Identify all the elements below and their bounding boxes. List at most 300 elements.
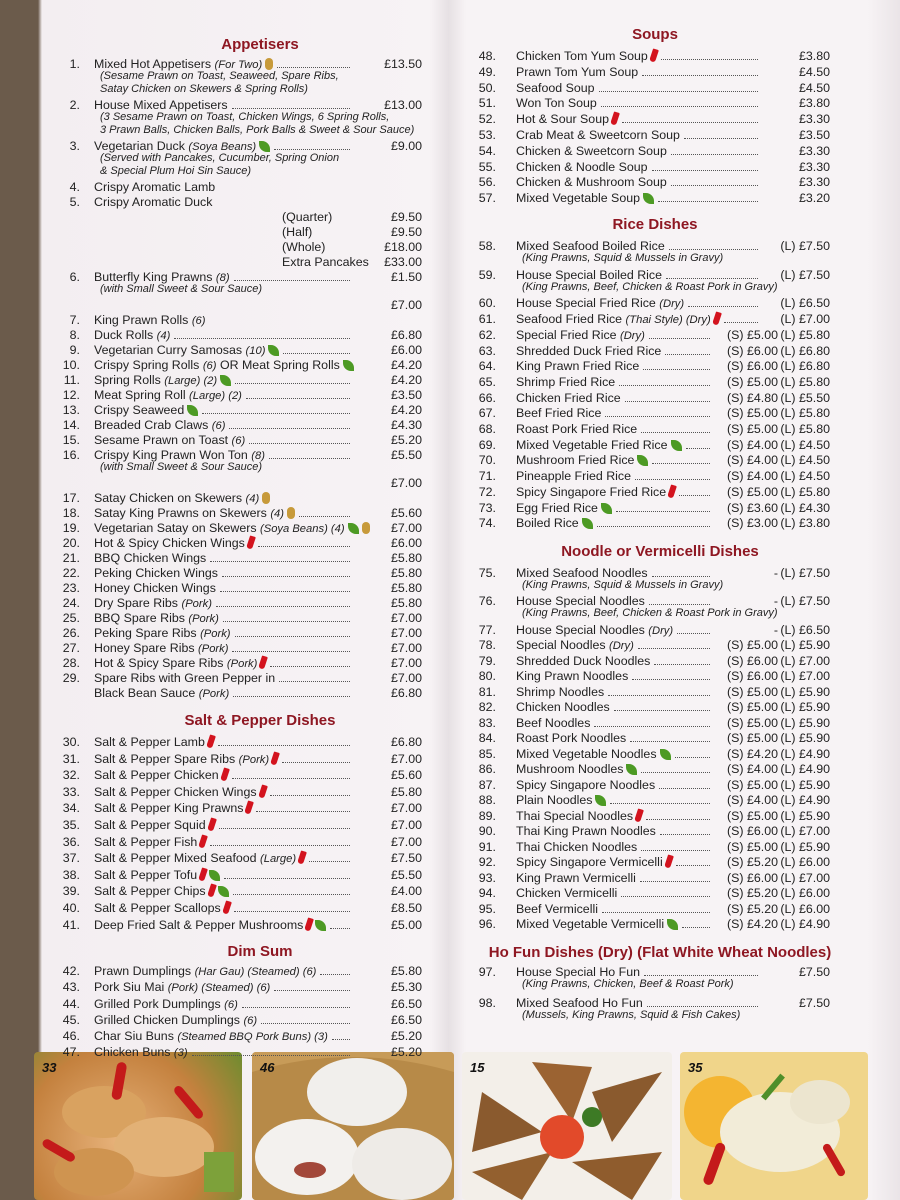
item-number: 10. <box>62 358 80 372</box>
item-note: (Soya Beans) <box>188 141 257 153</box>
menu-item <box>44 1012 422 1028</box>
leader-dots <box>283 353 350 354</box>
item-name <box>94 850 305 867</box>
menu-item <box>44 655 422 671</box>
item-number: 98. <box>478 995 496 1010</box>
leader-dots <box>332 1039 350 1040</box>
menu-item <box>460 80 830 96</box>
item-price: (L) £6.50 <box>780 622 830 637</box>
item-number: 73. <box>478 500 496 515</box>
item-name <box>516 174 667 190</box>
item-label: King Prawn Fried Rice <box>516 359 640 374</box>
item-note: (Thai Style) (Dry) <box>625 314 711 327</box>
leader-dots <box>222 576 350 577</box>
item-note: (6) <box>191 315 206 327</box>
item-name <box>516 452 648 468</box>
item-number: 80. <box>478 669 496 684</box>
item-label: King Prawn Noodles <box>516 669 629 684</box>
menu-item <box>460 95 830 111</box>
item-number: 67. <box>478 406 496 421</box>
chili-icon <box>245 801 255 815</box>
item-name <box>516 48 657 64</box>
menu-item <box>44 784 422 800</box>
item-number: 3. <box>69 139 80 153</box>
menu-item <box>460 885 830 901</box>
item-number: 72. <box>478 484 496 499</box>
photo-label: 46 <box>260 1060 275 1075</box>
item-number: 91. <box>478 839 496 854</box>
item-label: Plain Noodles <box>516 793 593 808</box>
leader-dots <box>660 834 710 835</box>
item-number: 26. <box>62 626 80 640</box>
item-number: 96. <box>478 917 496 932</box>
item-number: 8. <box>69 328 80 342</box>
portion-label: (Whole) <box>282 240 326 254</box>
item-label: Breaded Crab Claws <box>94 418 209 432</box>
item-price-small: (S) £5.00 <box>727 700 778 715</box>
item-price: (L) £5.50 <box>780 390 830 405</box>
leader-dots <box>223 621 350 622</box>
menu-item <box>460 808 830 824</box>
leader-dots <box>274 990 350 991</box>
item-price: (L) £5.80 <box>780 422 830 436</box>
leader-dots <box>647 1006 758 1007</box>
leader-dots <box>594 726 710 727</box>
item-price: (L) £5.80 <box>780 374 830 389</box>
leader-dots <box>652 463 710 464</box>
leader-dots <box>232 108 350 109</box>
item-price: £4.50 <box>798 64 830 79</box>
menu-item <box>460 311 830 327</box>
item-price: £5.00 <box>390 917 422 932</box>
leader-dots <box>638 648 710 649</box>
item-number: 19. <box>62 521 80 535</box>
item-price: (L) £5.80 <box>780 406 830 421</box>
item-number: 38. <box>62 867 80 882</box>
menu-item <box>460 901 830 917</box>
item-label: Salt & Pepper Chicken Wings <box>94 784 257 799</box>
item-price: £9.00 <box>390 139 422 153</box>
item-price: (L) £7.00 <box>780 870 830 885</box>
item-price: (L) £5.80 <box>780 484 830 499</box>
item-price: (L) £6.80 <box>780 359 830 374</box>
item-label: Salt & Pepper King Prawns <box>94 801 244 816</box>
menu-item <box>460 48 830 64</box>
item-label: House Special Ho Fun <box>516 964 640 979</box>
vegetarian-leaf-icon <box>315 920 326 931</box>
prawn-toast-image <box>462 1052 672 1200</box>
item-label: Chicken & Sweetcorn Soup <box>516 143 667 158</box>
item-label: BBQ Chicken Wings <box>94 551 207 565</box>
item-label: Chicken & Noodle Soup <box>516 159 648 174</box>
item-price: £6.80 <box>390 735 422 749</box>
item-name <box>516 127 680 143</box>
item-description: (King Prawns, Squid & Mussels in Gravy) <box>522 252 724 264</box>
leader-dots <box>641 432 710 433</box>
item-name <box>94 817 215 833</box>
item-number: 42. <box>62 964 80 979</box>
item-label: House Special Noodles <box>516 594 645 609</box>
menu-item <box>44 817 422 833</box>
item-price: £4.20 <box>390 403 422 417</box>
item-name <box>516 777 655 793</box>
item-number: 33. <box>62 784 80 799</box>
item-label: Crispy King Prawn Won Ton <box>94 448 248 462</box>
menu-item <box>460 515 830 531</box>
item-number: 71. <box>478 469 496 484</box>
item-number: 75. <box>478 565 496 580</box>
item-price-small: (S) £5.00 <box>727 808 778 823</box>
menu-item <box>44 883 422 899</box>
item-label: Spring Rolls <box>94 373 161 387</box>
item-number: 62. <box>478 327 496 342</box>
item-name <box>516 808 642 824</box>
leader-dots <box>233 696 350 697</box>
menu-item <box>44 490 422 506</box>
item-price-small: (S) £6.00 <box>727 359 778 374</box>
leader-dots <box>682 927 710 928</box>
item-label: Mixed Vegetable Vermicelli <box>516 917 665 932</box>
item-description: (King Prawns, Squid & Mussels in Gravy) <box>522 578 724 591</box>
menu-item <box>44 595 422 611</box>
vegetarian-leaf-icon <box>595 795 606 806</box>
item-label: Chicken Tom Yum Soup <box>516 49 648 63</box>
leader-dots <box>279 681 350 682</box>
item-label: Mixed Vegetable Noodles <box>516 746 657 761</box>
item-price: (L) £5.90 <box>780 731 830 746</box>
item-price: £5.80 <box>390 566 422 580</box>
item-name <box>94 550 206 566</box>
item-note: (Pork) <box>238 753 270 766</box>
menu-item <box>44 996 422 1012</box>
menu-item <box>460 374 830 390</box>
item-price-small: (S) £5.00 <box>727 684 778 699</box>
item-number: 85. <box>478 746 496 761</box>
item-label: Salt & Pepper Lamb <box>94 735 205 749</box>
item-name <box>516 80 595 96</box>
sesame-prawn-toast-photo <box>462 1052 672 1200</box>
item-price: £6.80 <box>390 686 422 700</box>
item-number: 40. <box>62 901 80 915</box>
leader-dots <box>652 576 710 577</box>
item-price: (L) £5.90 <box>780 777 830 792</box>
leader-dots <box>677 633 710 634</box>
item-name <box>516 190 654 206</box>
leader-dots <box>218 745 350 746</box>
menu-item <box>460 730 830 746</box>
menu-item <box>44 610 422 626</box>
item-label: Crab Meat & Sweetcorn Soup <box>516 128 680 142</box>
item-note: (Pork) <box>226 658 258 670</box>
item-description: (3 Sesame Prawn on Toast, Chicken Wings, 6 Spring Rolls, <box>100 111 390 123</box>
item-price: £33.00 <box>384 255 422 269</box>
item-note: (6) <box>202 360 217 372</box>
item-name <box>516 684 604 700</box>
item-number: 6. <box>69 270 80 284</box>
leader-dots <box>601 106 758 107</box>
leader-dots <box>192 1055 350 1056</box>
leader-dots <box>640 881 710 882</box>
item-label: Roast Pork Noodles <box>516 731 627 746</box>
item-label: Spicy Singapore Noodles <box>516 777 656 792</box>
duck-portion <box>282 224 422 240</box>
item-number: 5. <box>69 195 80 209</box>
item-price-small: - <box>773 594 778 609</box>
item-price: £4.20 <box>390 358 422 372</box>
item-name <box>516 327 645 344</box>
item-note: (Dry) <box>659 298 685 311</box>
item-label: BBQ Spare Ribs <box>94 611 185 625</box>
item-price: £5.60 <box>390 506 422 520</box>
menu-item <box>44 179 422 195</box>
menu-item <box>44 387 422 403</box>
item-name <box>516 885 617 901</box>
menu-item <box>44 372 422 388</box>
item-number: 32. <box>62 768 80 783</box>
portion-label: Extra Pancakes <box>282 255 369 269</box>
duck-portion <box>282 209 422 225</box>
menu-item <box>460 143 830 159</box>
item-price-small: (S) £4.20 <box>727 917 778 932</box>
portion-label: (Half) <box>282 225 313 239</box>
item-extra: OR Meat Spring Rolls <box>219 358 340 372</box>
item-number: 45. <box>62 1012 80 1027</box>
leader-dots <box>649 338 710 339</box>
item-price-small: (S) £4.20 <box>727 746 778 761</box>
leader-dots <box>675 757 710 758</box>
item-number: 14. <box>62 418 80 432</box>
item-note: (Pork) <box>198 643 229 655</box>
item-name <box>94 179 215 195</box>
item-price: £18.00 <box>384 240 422 254</box>
item-note: (6) <box>231 435 246 447</box>
item-price-small: (S) £5.00 <box>727 839 778 854</box>
item-number: 7. <box>69 313 80 327</box>
item-note: (Steamed BBQ Pork Buns) (3) <box>177 1031 328 1043</box>
item-name <box>94 900 230 916</box>
item-price: (L) £7.50 <box>780 239 830 253</box>
item-note: (Large) <box>260 853 297 866</box>
menu-item <box>44 550 422 566</box>
chili-icon <box>297 851 307 865</box>
item-number: 21. <box>62 551 80 565</box>
item-number: 74. <box>478 516 496 531</box>
menu-item <box>460 792 830 808</box>
menu-item <box>460 854 830 870</box>
menu-item <box>44 565 422 581</box>
leader-dots <box>724 322 758 323</box>
item-price: £5.80 <box>390 581 422 595</box>
leader-dots <box>282 762 350 763</box>
menu-item <box>460 327 830 343</box>
squid-image <box>680 1052 868 1200</box>
item-name <box>516 343 661 359</box>
item-name <box>94 1012 257 1029</box>
item-price-small: - <box>773 565 778 580</box>
leader-dots <box>665 354 710 355</box>
item-price: £9.50 <box>390 225 422 239</box>
item-price-small: (S) £4.00 <box>727 453 778 468</box>
item-price-small: (S) £6.00 <box>727 669 778 684</box>
item-label: Hot & Spicy Chicken Wings <box>94 536 245 550</box>
leader-dots <box>641 772 710 773</box>
leader-dots <box>654 664 710 665</box>
chili-icon <box>207 884 217 898</box>
item-name <box>516 901 598 917</box>
item-number: 2. <box>69 98 80 112</box>
item-price: £7.00 <box>390 521 422 535</box>
item-name <box>94 734 214 750</box>
photo-label: 33 <box>42 1060 57 1075</box>
leader-dots <box>242 1007 350 1008</box>
item-price-small: (S) £4.00 <box>727 469 778 484</box>
item-label: Salt & Pepper Chicken <box>94 768 219 783</box>
item-label: Meat Spring Roll <box>94 388 186 402</box>
menu-item <box>44 834 422 850</box>
item-label: Chicken Vermicelli <box>516 886 618 901</box>
item-price: £7.00 <box>390 641 422 655</box>
item-number: 94. <box>478 886 496 901</box>
item-price-small: (S) £5.00 <box>727 374 778 389</box>
menu-item <box>44 751 422 767</box>
salt-pepper-squid-photo <box>680 1052 868 1200</box>
item-price: £5.30 <box>390 980 422 995</box>
item-price-small: (S) £5.00 <box>727 777 778 792</box>
section-title: Ho Fun Dishes (Dry) (Flat White Wheat Noodles) <box>488 943 832 961</box>
item-name <box>516 870 636 886</box>
chili-icon <box>259 655 269 669</box>
chili-icon <box>610 112 620 126</box>
leader-dots <box>232 778 350 779</box>
item-number: 23. <box>62 581 80 595</box>
item-price: (L) £7.50 <box>780 267 830 282</box>
item-name <box>94 867 220 883</box>
item-label: Mushroom Fried Rice <box>516 453 635 468</box>
item-name <box>516 95 597 111</box>
item-price: £4.30 <box>390 418 422 432</box>
item-label: Satay King Prawns on Skewers <box>94 506 267 520</box>
item-name <box>516 746 671 762</box>
item-label: Deep Fried Salt & Pepper Mushrooms <box>94 917 304 932</box>
item-label: Butterfly King Prawns <box>94 270 213 284</box>
leader-dots <box>234 280 350 281</box>
leader-dots <box>235 636 350 637</box>
item-label: Spicy Singapore Vermicelli <box>516 855 663 870</box>
item-number: 51. <box>478 96 496 111</box>
item-label: Grilled Chicken Dumplings <box>94 1012 240 1027</box>
item-note: (10) <box>245 345 266 357</box>
item-label: Salt & Pepper Fish <box>94 834 198 849</box>
item-name <box>94 565 218 581</box>
item-number: 35. <box>62 818 80 832</box>
item-price-small: (S) £6.00 <box>727 653 778 668</box>
item-number: 11. <box>63 373 80 387</box>
item-name <box>516 437 682 453</box>
item-number: 41. <box>62 917 80 932</box>
chili-icon <box>664 855 674 869</box>
leader-dots <box>210 561 350 562</box>
item-number: 16. <box>62 448 80 462</box>
item-number: 50. <box>478 80 496 95</box>
item-label: Duck Rolls <box>94 328 154 342</box>
leader-dots <box>599 91 758 92</box>
item-price: £3.20 <box>798 191 830 206</box>
item-note: (Har Gau) (Steamed) (6) <box>194 966 317 979</box>
leader-dots <box>630 741 710 742</box>
item-price: (L) £6.00 <box>780 855 830 870</box>
leader-dots <box>602 912 710 913</box>
item-price: £6.50 <box>390 1012 422 1027</box>
item-price-small: (S) £6.00 <box>727 870 778 885</box>
item-number: 63. <box>478 343 496 358</box>
item-note: (Large) (2) <box>164 375 218 387</box>
item-price: £7.00 <box>390 801 422 816</box>
chili-icon <box>220 768 230 782</box>
item-description: (Sesame Prawn on Toast, Seaweed, Spare Ribs, <box>100 70 339 82</box>
item-description: (Mussels, King Prawns, Squid & Fish Cakes) <box>522 1008 741 1021</box>
menu-item <box>44 900 422 916</box>
item-price: £3.30 <box>798 112 830 127</box>
leader-dots <box>270 666 350 667</box>
item-price-small: - <box>773 622 778 637</box>
item-name <box>516 854 672 870</box>
item-label: Crispy Spring Rolls <box>94 358 200 372</box>
item-note: (6) <box>211 420 226 432</box>
item-number: 27. <box>62 641 80 655</box>
item-number: 13. <box>62 403 80 417</box>
item-price: (L) £4.50 <box>780 453 830 468</box>
item-number: 93. <box>478 870 496 885</box>
leader-dots <box>659 788 710 789</box>
item-label: Egg Fried Rice <box>516 500 598 515</box>
item-name <box>94 883 229 899</box>
item-description: 3 Prawn Balls, Chicken Balls, Pork Balls & Sweet & Sour Sauce) <box>100 124 415 136</box>
item-price: £8.50 <box>390 901 422 915</box>
item-price: (L) £7.50 <box>780 565 830 580</box>
leader-dots <box>658 201 758 202</box>
menu-item <box>460 405 830 421</box>
item-name <box>94 834 206 850</box>
item-number: 66. <box>478 390 496 405</box>
leader-dots <box>616 511 710 512</box>
item-price: £5.20 <box>390 1045 422 1060</box>
item-number: 46. <box>62 1029 80 1043</box>
item-label: Crispy Seaweed <box>94 403 185 417</box>
item-number: 52. <box>478 112 496 127</box>
vegetarian-leaf-icon <box>626 764 637 775</box>
item-number: 83. <box>478 715 496 730</box>
item-label: Shrimp Fried Rice <box>516 374 616 389</box>
item-price: £3.30 <box>798 159 830 174</box>
item-price-small: (S) £6.00 <box>727 343 778 358</box>
item-note: (Pork) <box>188 613 219 625</box>
item-label: Sesame Prawn on Toast <box>94 433 229 447</box>
item-label: Thai Special Noodles <box>516 808 634 823</box>
menu-item <box>460 839 830 855</box>
menu-item <box>44 734 422 750</box>
vegetarian-leaf-icon <box>671 440 682 451</box>
item-price: (L) £7.00 <box>780 669 830 684</box>
leader-dots <box>688 306 758 307</box>
item-name <box>516 761 637 777</box>
item-name <box>94 1028 328 1045</box>
item-price: £7.00 <box>390 656 422 670</box>
chili-icon <box>206 734 216 748</box>
item-label: Black Bean Sauce <box>94 686 196 700</box>
menu-item <box>460 823 830 839</box>
item-number: 90. <box>478 824 496 839</box>
leader-dots <box>679 495 710 496</box>
